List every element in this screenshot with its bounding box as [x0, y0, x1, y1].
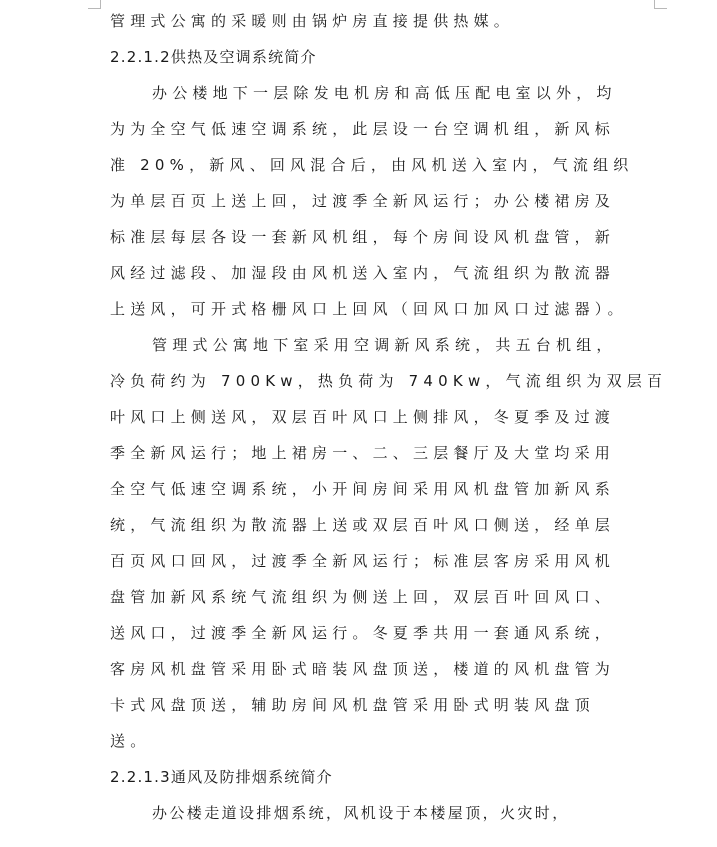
body-line: 标准层每层各设一套新风机组，每个房间设风机盘管，新	[110, 228, 616, 246]
section-heading-2-2-1-3: 2.2.1.3通风及防排烟系统简介	[110, 768, 333, 786]
paragraph-first-line: 管理式公寓地下室采用空调新风系统，共五台机组，	[152, 336, 617, 354]
paragraph-first-line: 办公楼走道设排烟系统，风机设于本楼屋顶，火灾时，	[152, 804, 570, 822]
body-line: 叶风口上侧送风，双层百叶风口上侧排风，冬夏季及过渡	[110, 408, 616, 426]
body-line: 冷负荷约为 700Kw，热负荷为 740Kw，气流组织为双层百	[110, 372, 668, 390]
body-line: 管理式公寓的采暖则由锅炉房直接提供热媒。	[110, 12, 515, 30]
body-line: 统，气流组织为散流器上送或双层百叶风口侧送，经单层	[110, 516, 616, 534]
body-line: 百页风口回风，过渡季全新风运行；标准层客房采用风机	[110, 552, 616, 570]
body-line: 上送风，可开式格栅风口上回风（回风口加风口过滤器）。	[110, 300, 628, 318]
body-line: 盘管加新风系统气流组织为侧送上回，双层百叶回风口、	[110, 588, 616, 606]
margin-corner-mark-left	[88, 0, 101, 9]
body-line: 为为全空气低速空调系统，此层设一台空调机组，新风标	[110, 120, 616, 138]
body-line: 全空气低速空调系统，小开间房间采用风机盘管加新风系	[110, 480, 616, 498]
body-line: 卡式风盘顶送，辅助房间风机盘管采用卧式明装风盘顶	[110, 696, 595, 714]
body-line: 风经过滤段、加湿段由风机送入室内，气流组织为散流器	[110, 264, 616, 282]
margin-corner-mark-right	[654, 0, 667, 9]
body-line: 季全新风运行；地上裙房一、二、三层餐厅及大堂均采用	[110, 444, 616, 462]
body-line: 准 20%，新风、回风混合后，由风机送入室内，气流组织	[110, 156, 634, 174]
body-line: 送风口，过渡季全新风运行。冬夏季共用一套通风系统，	[110, 624, 616, 642]
document-body[interactable]	[110, 3, 668, 831]
section-heading-2-2-1-2: 2.2.1.2供热及空调系统简介	[110, 48, 317, 66]
body-line: 客房风机盘管采用卧式暗装风盘顶送，楼道的风机盘管为	[110, 660, 616, 678]
paragraph-first-line: 办公楼地下一层除发电机房和高低压配电室以外，均	[152, 84, 617, 102]
body-line: 为单层百页上送上回，过渡季全新风运行；办公楼裙房及	[110, 192, 616, 210]
body-line: 送。	[110, 732, 151, 750]
